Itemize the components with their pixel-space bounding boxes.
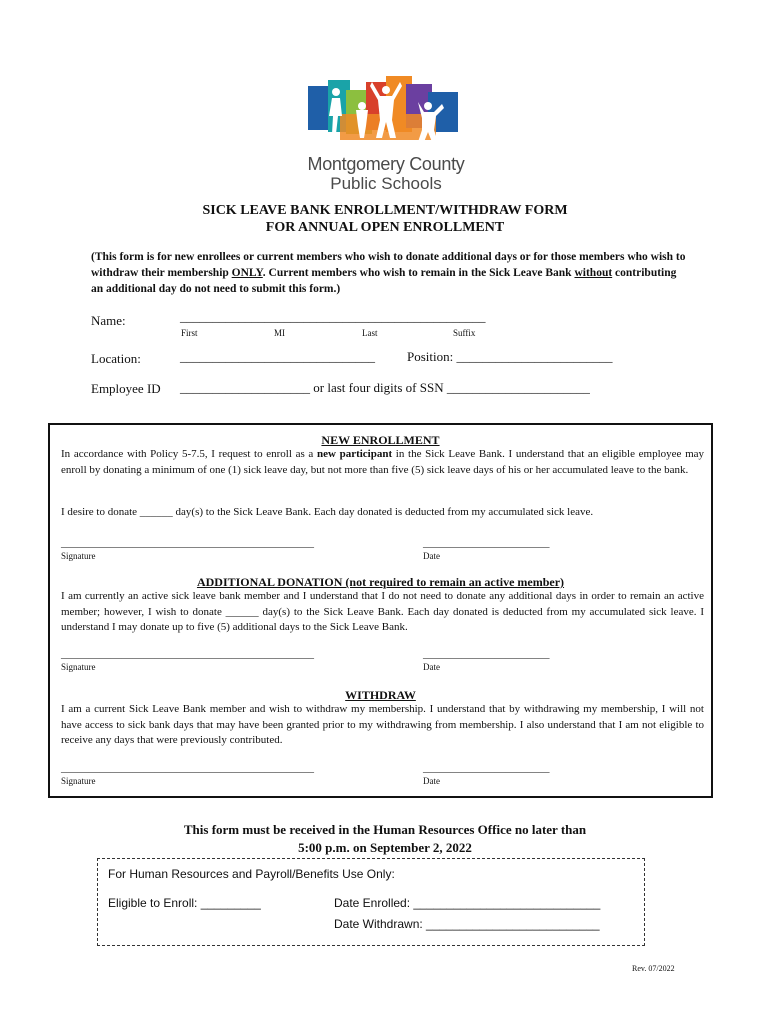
signature-line-2[interactable]: ______________________________________________ (61, 648, 314, 660)
deadline-line1: This form must be received in the Human Resources Office no later than (183, 822, 587, 837)
signature-label-2: Signature (61, 662, 96, 672)
location-field[interactable]: ______________________________ (180, 349, 375, 364)
withdraw-text: I am a current Sick Leave Bank member and wish to withdraw my membership. I understand that by withdrawing my membership, I will not have access to sick bank days that may have been granted prior to my withdrawing from membership. I also understand that I am not eligible to receive any days that were previously contributed. (61, 703, 704, 746)
logo-graphic (300, 76, 472, 154)
date-label-1: Date (423, 551, 440, 561)
signature-label-3: Signature (61, 776, 96, 786)
withdraw-heading: WITHDRAW (345, 688, 416, 702)
intro-without: without (574, 267, 613, 279)
deadline-notice (0, 821, 770, 857)
intro-text (91, 249, 691, 297)
date-line-2[interactable]: _______________________ (423, 648, 550, 660)
date-enrolled[interactable]: Date Enrolled: ____________________________ (334, 896, 601, 910)
revision-date: Rev. 07/2022 (632, 964, 675, 973)
name-suffix-label: Suffix (453, 328, 476, 338)
date-label-2: Date (423, 662, 440, 672)
enrollment-box (48, 423, 713, 798)
new-enrollment-p1a: In accordance with Policy 5-7.5, I request to enroll as a (61, 448, 317, 460)
employee-id-label: Employee ID (91, 381, 161, 396)
form-title-line1: SICK LEAVE BANK ENROLLMENT/WITHDRAW FORM (202, 203, 568, 218)
new-enrollment-text (61, 447, 704, 478)
new-enrollment-heading: NEW ENROLLMENT (321, 433, 440, 447)
date-line-3[interactable]: _______________________ (423, 762, 550, 774)
location-label: Location: (91, 351, 141, 366)
name-field[interactable]: _______________________________________________ (180, 309, 486, 324)
intro-part1: (This form is for new enrollees or current members who wish to donate additional days or for those members who wish to withdraw their membership (91, 251, 686, 279)
intro-part3: contributing an additional day do not need to submit this form.) (91, 267, 677, 295)
name-first-label: First (181, 328, 198, 338)
logo-line1: Montgomery County (307, 154, 465, 174)
deadline-line2: 5:00 p.m. on September 2, 2022 (298, 840, 472, 855)
date-label-3: Date (423, 776, 440, 786)
name-mi-label: MI (274, 328, 285, 338)
mcps-logo (300, 76, 472, 194)
hr-box-title: For Human Resources and Payroll/Benefits Use Only: (108, 867, 395, 881)
signature-line-1[interactable]: ______________________________________________ (61, 537, 314, 549)
name-last-label: Last (362, 328, 378, 338)
position-field[interactable]: Position: ________________________ (407, 349, 613, 364)
new-participant-bold: new participant (316, 448, 393, 460)
signature-line-3[interactable]: ______________________________________________ (61, 762, 314, 774)
signature-label-1: Signature (61, 551, 96, 561)
intro-only: ONLY (231, 267, 263, 279)
hr-use-only-box (97, 858, 645, 946)
date-line-1[interactable]: _______________________ (423, 537, 550, 549)
date-withdrawn[interactable]: Date Withdrawn: __________________________ (334, 917, 600, 931)
intro-part2: . Current members who wish to remain in the Sick Leave Bank (262, 267, 575, 279)
additional-donation-heading: ADDITIONAL DONATION (not required to remain an active member) (196, 575, 565, 589)
form-title-line2: FOR ANNUAL OPEN ENROLLMENT (265, 220, 505, 235)
eligible-to-enroll[interactable]: Eligible to Enroll: _________ (108, 896, 261, 910)
logo-line2: Public Schools (330, 174, 442, 193)
donate-days-text[interactable]: I desire to donate ______ day(s) to the Sick Leave Bank. Each day donated is deducted from my accumulated sick leave. (61, 506, 594, 518)
name-label: Name: (91, 313, 126, 328)
additional-donation-text[interactable]: I am currently an active sick leave bank member and I understand that I do not need to donate any additional days in order to remain an active member; however, I wish to donate ______ day(s) to the Sick Leave Bank. Each day donated is deducted from my accumulated sick leave. I understand I may donate up to five (5) additional days to the Sick Leave Bank. (61, 590, 704, 633)
new-enrollment-p1b: in the Sick Leave Bank. I understand that an eligible employee may enroll by donating a minimum of one (1) sick leave day, but not more than five (5) sick leave days of his or her accumulated leave to the bank. (61, 448, 705, 476)
employee-id-field[interactable]: ____________________ or last four digits of SSN ______________________ (180, 380, 590, 395)
